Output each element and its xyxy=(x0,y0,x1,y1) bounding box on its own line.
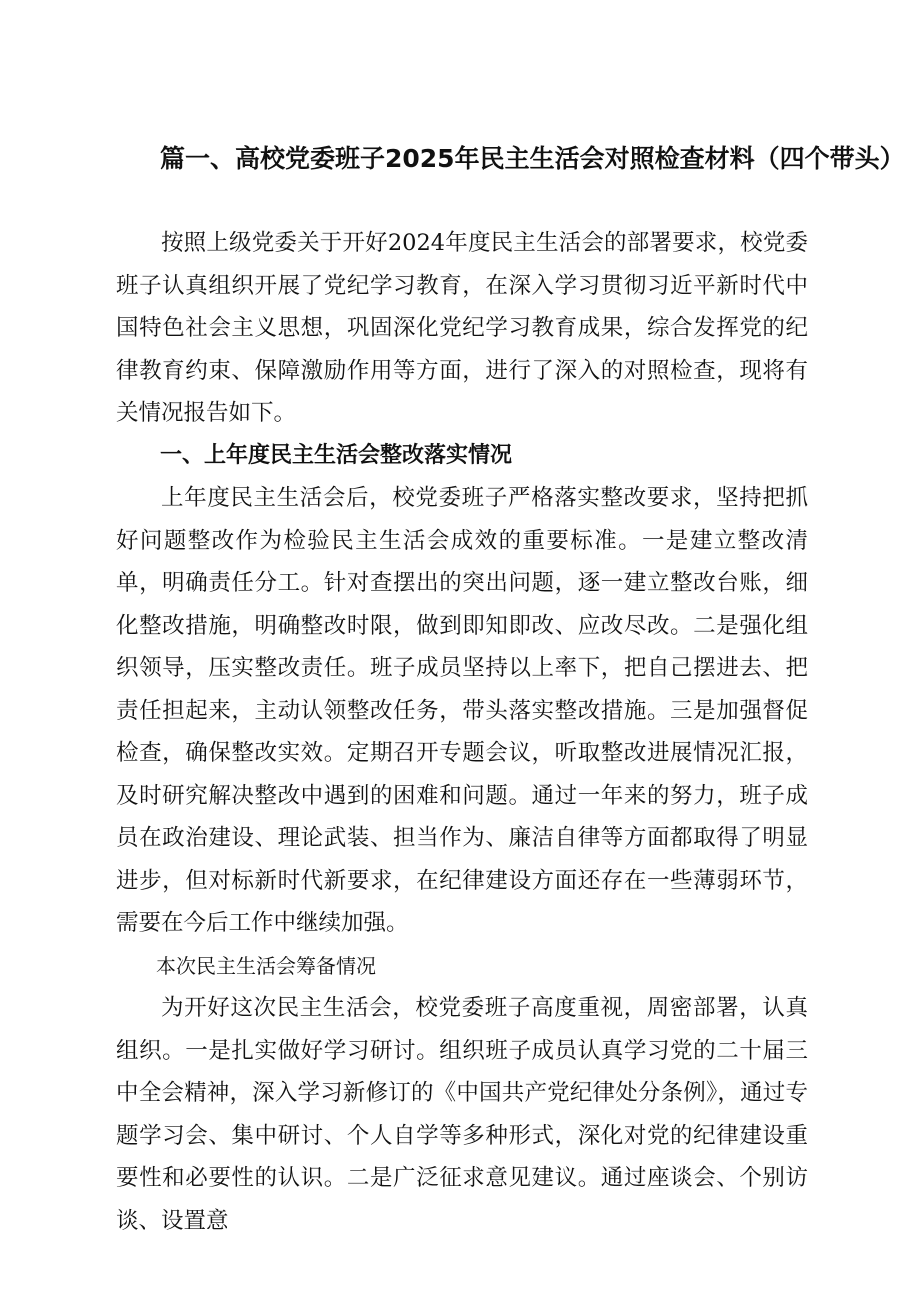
rectification-paragraph: 上年度民主生活会后，校党委班子严格落实整改要求，坚持把抓好问题整改作为检验民主生活会成效的重要标准。一是建立整改清单，明确责任分工。针对查摆出的突出问题，逐一建立整改台账，细化整改措施，明确整改时限，做到即知即改、应改尽改。二是强化组织领导，压实整改责任。班子成员坚持以上率下，把自己摆进去、把责任担起来，主动认领整改任务，带头落实整改措施。三是加强督促检查，确保整改实效。定期召开专题会议，听取整改进展情况汇报，及时研究解决整改中遇到的困难和问题。通过一年来的努力，班子成员在政治建设、理论武装、担当作为、廉洁自律等方面都取得了明显进步，但对标新时代新要求，在纪律建设方面还存在一些薄弱环节，需要在今后工作中继续加强。 xyxy=(116,485,808,936)
preparation-paragraph: 为开好这次民主生活会，校党委班子高度重视，周密部署，认真组织。一是扎实做好学习研讨。组织班子成员认真学习党的二十届三中全会精神，深入学习新修订的《中国共产党纪律处分条例》，通过专题学习会、集中研讨、个人自学等多种形式，深化对党的纪律建设重要性和必要性的认识。二是广泛征求意见建议。通过座谈会、个别访谈、设置意 xyxy=(116,995,808,1234)
intro-paragraph: 按照上级党委关于开好2024年度民主生活会的部署要求，校党委班子认真组织开展了党纪学习教育，在深入学习贯彻习近平新时代中国特色社会主义思想，巩固深化党纪学习教育成果，综合发挥党的纪律教育约束、保障激励作用等方面，进行了深入的对照检查，现将有关情况报告如下。 xyxy=(116,230,808,426)
section-heading-rectification: 一、上年度民主生活会整改落实情况 xyxy=(160,442,513,468)
document-body xyxy=(116,222,808,1242)
section-heading-preparation: 本次民主生活会筹备情况 xyxy=(156,953,376,978)
document-title: 篇一、高校党委班子2025年民主生活会对照检查材料（四个带头） xyxy=(160,144,905,173)
